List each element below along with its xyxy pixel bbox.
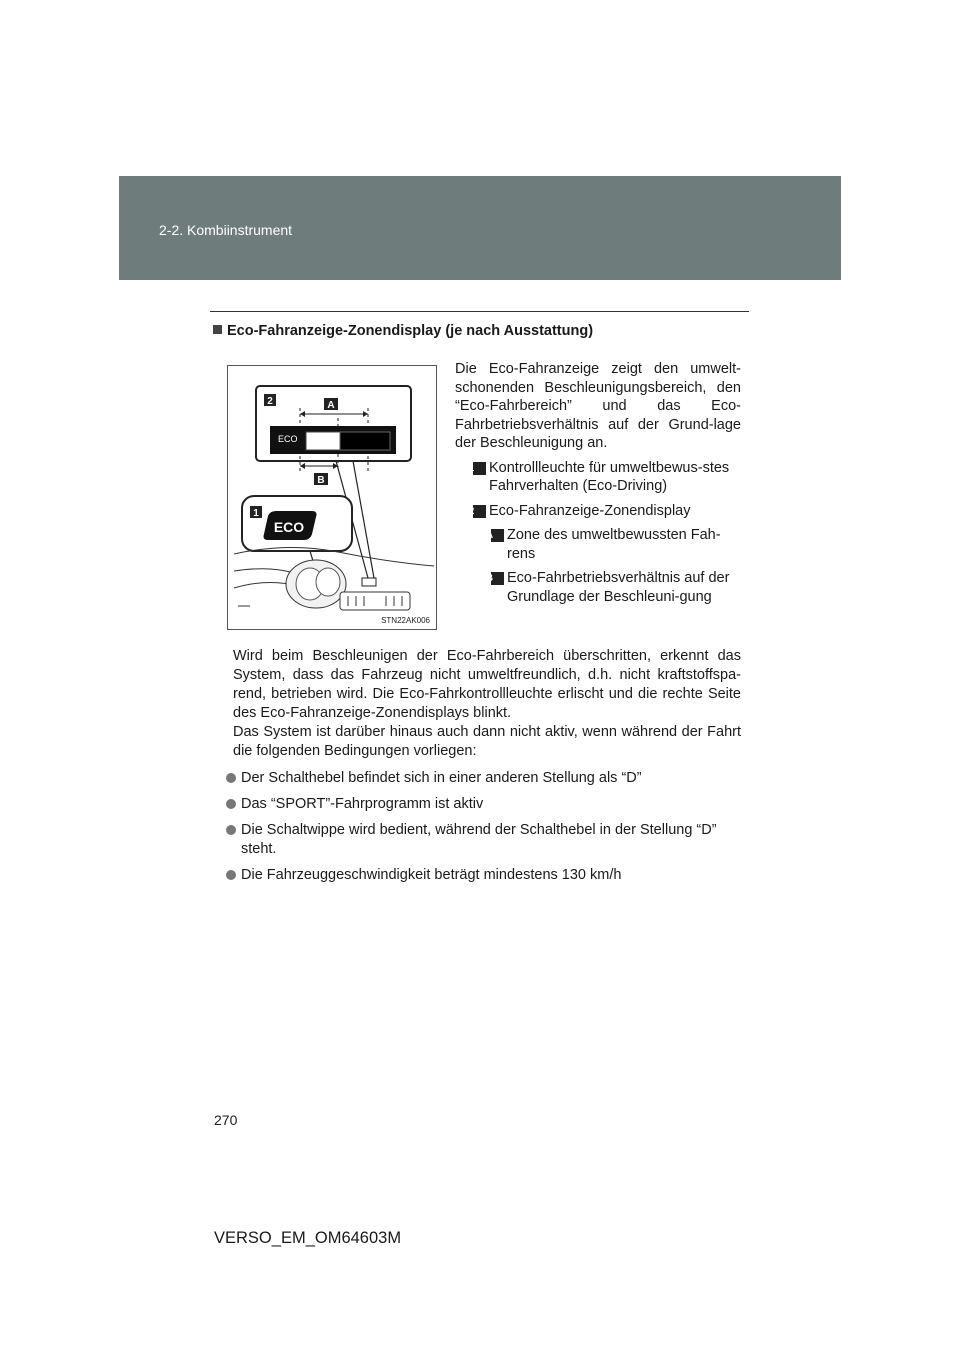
section-title bbox=[213, 323, 593, 339]
eco-lamp-label: ECO bbox=[273, 519, 305, 535]
callout-a-text: A bbox=[327, 400, 335, 411]
intro-text: Die Eco-Fahranzeige zeigt den umwelt-schonenden Beschleunigungsbereich, den “Eco-Fahrbereich” und das Eco-Fahrbetriebsverhältnis auf der Grund-lage der Beschleunigung an. bbox=[455, 361, 741, 451]
legend-text-a: Zone des umweltbewussten Fah-rens bbox=[507, 527, 721, 562]
body-paragraph-2: Das System ist darüber hinaus auch dann nicht aktiv, wenn während der Fahrt die folgenden Bedingungen vorliegen: bbox=[233, 724, 741, 759]
body-paragraph-1: Wird beim Beschleunigen der Eco-Fahrbereich überschritten, erkennt das System, dass das Fahrzeug nicht umweltfreundlich, d.h. nicht kraftstoffspa-rend, betrieben wird. Die Eco-Fahrkontrollleuchte erlischt und die rechte Seite des Eco-Fahranzeige-Zonendisplays blinkt. bbox=[233, 648, 741, 721]
condition-list bbox=[226, 769, 741, 892]
dashboard-line bbox=[234, 569, 290, 572]
bullet-dot-icon bbox=[226, 825, 236, 835]
figure-description bbox=[455, 360, 741, 606]
legend-item-a bbox=[455, 526, 741, 563]
list-item bbox=[226, 795, 741, 814]
body-text bbox=[233, 647, 741, 761]
eco-display-illustration bbox=[227, 365, 437, 630]
square-bullet-icon bbox=[213, 325, 222, 334]
eco-display-label: ECO bbox=[278, 434, 298, 444]
legend-badge-b: B bbox=[491, 572, 504, 585]
legend-item-b bbox=[455, 569, 741, 606]
list-item-text: Die Fahrzeuggeschwindigkeit beträgt mindestens 130 km/h bbox=[241, 867, 622, 883]
list-item bbox=[226, 821, 741, 859]
list-item bbox=[226, 769, 741, 788]
list-item bbox=[226, 866, 741, 885]
page-number: 270 bbox=[214, 1112, 238, 1128]
chapter-header bbox=[119, 176, 841, 280]
section-title-text: Eco-Fahranzeige-Zonendisplay (je nach Ausstattung) bbox=[227, 323, 594, 339]
eco-zone-segment bbox=[306, 432, 340, 450]
center-vent bbox=[340, 592, 410, 610]
document-code: VERSO_EM_OM64603M bbox=[214, 1229, 402, 1247]
legend-text-b: Eco-Fahrbetriebsverhältnis auf der Grundlage der Beschleuni-gung bbox=[507, 570, 730, 605]
legend-item-2 bbox=[455, 502, 741, 521]
legend-badge-1: 1 bbox=[473, 462, 486, 475]
gauge-dial bbox=[316, 568, 340, 596]
list-item-text: Der Schalthebel befindet sich in einer anderen Stellung als “D” bbox=[241, 770, 642, 786]
legend-item-1 bbox=[455, 459, 741, 496]
callout-2-text: 2 bbox=[267, 396, 273, 407]
bullet-dot-icon bbox=[226, 773, 236, 783]
list-item-text: Die Schaltwippe wird bedient, während der Schalthebel in der Stellung “D” steht. bbox=[241, 822, 717, 857]
display-unit bbox=[362, 578, 376, 586]
list-item-text: Das “SPORT”-Fahrprogramm ist aktiv bbox=[241, 796, 484, 812]
bullet-dot-icon bbox=[226, 799, 236, 809]
legend-text-1: Kontrollleuchte für umweltbewus-stes Fahrverhalten (Eco-Driving) bbox=[489, 459, 730, 494]
legend-badge-a: A bbox=[491, 529, 504, 542]
callout-b-text: B bbox=[317, 475, 325, 486]
callout-1-text: 1 bbox=[253, 508, 259, 519]
section-divider bbox=[210, 311, 749, 312]
over-zone-segment bbox=[340, 432, 390, 450]
bullet-dot-icon bbox=[226, 870, 236, 880]
figure-code: STN22AK006 bbox=[381, 616, 430, 625]
arrow-left-icon bbox=[300, 463, 305, 469]
legend-text-2: Eco-Fahranzeige-Zonendisplay bbox=[489, 502, 691, 519]
dashboard-illustration bbox=[228, 366, 436, 629]
legend-badge-2: 2 bbox=[473, 505, 486, 518]
chapter-title: 2-2. Kombiinstrument bbox=[159, 222, 293, 238]
